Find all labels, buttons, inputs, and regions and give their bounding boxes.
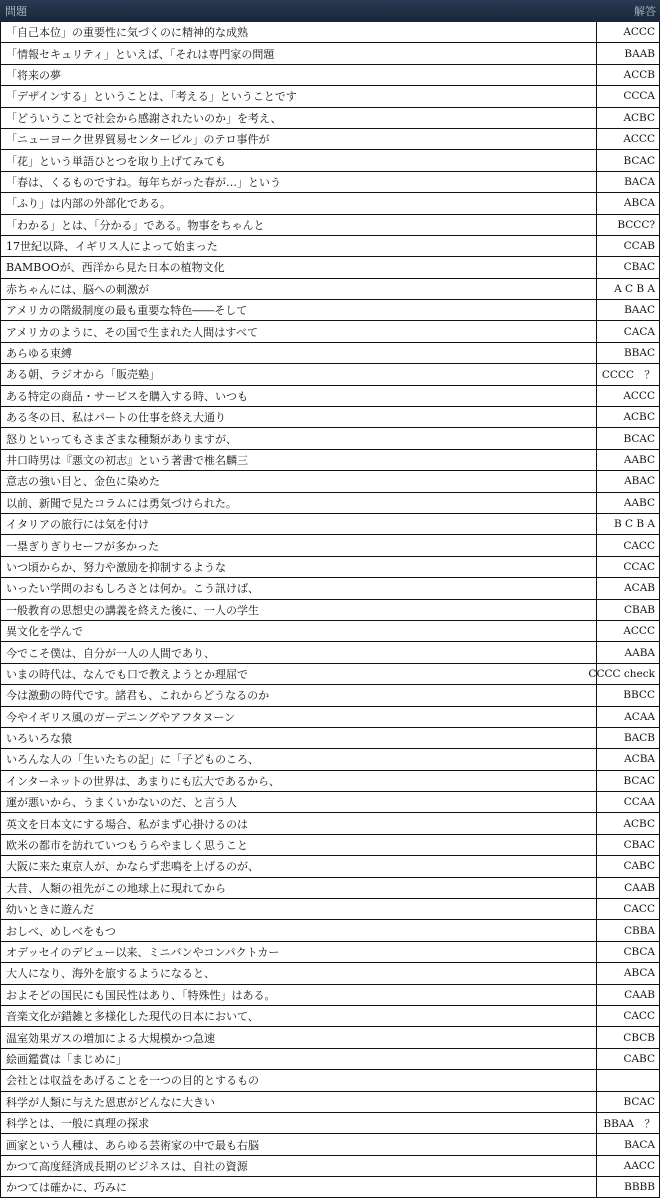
answer-cell: ABCA <box>623 967 655 980</box>
question-cell: 17世紀以降、イギリス人によって始まった <box>1 236 597 256</box>
answer-cell: B C B A <box>613 518 655 531</box>
question-cell: 「ニューヨーク世界貿易センタービル」のテロ事件が <box>1 129 597 149</box>
table-row <box>0 813 660 834</box>
table-row <box>0 193 660 214</box>
question-cell: 「花」という単語ひとつを取り上げてみても <box>1 150 597 170</box>
table-row <box>0 771 660 792</box>
table-row <box>0 664 660 685</box>
table-row <box>0 1134 660 1155</box>
table-row <box>0 600 660 621</box>
question-cell: いろんな人の「生いたちの記」に「子どものころ、 <box>1 749 597 769</box>
answer-cell: CABC <box>623 860 655 873</box>
question-cell: 「わかる」とは、「分かる」である。物事をちゃんと <box>1 215 597 235</box>
answer-cell: AACC <box>623 1159 655 1172</box>
table-row <box>0 792 660 813</box>
question-cell: 英文を日本文にする場合、私がまず心掛けるのは <box>1 813 597 833</box>
answer-cell: CCAB <box>623 240 655 253</box>
question-cell: 「将来の夢 <box>1 65 597 85</box>
question-cell: いろいろな猿 <box>1 728 597 748</box>
answer-cell: CABC <box>623 1052 655 1065</box>
table-row <box>0 899 660 920</box>
answer-cell: ACBC <box>623 411 655 424</box>
table-row <box>0 920 660 941</box>
table-row <box>0 621 660 642</box>
question-cell: 運が悪いから、うまくいかないのだ、と言う人 <box>1 792 597 812</box>
question-cell: 「ふり」は内部の外部化である。 <box>1 193 597 213</box>
answer-cell: BBBB <box>624 1181 655 1194</box>
table-row <box>0 1092 660 1113</box>
table-row <box>0 386 660 407</box>
table-row <box>0 279 660 300</box>
answer-cell: CACC <box>623 903 655 916</box>
table-row <box>0 493 660 514</box>
table-row <box>0 236 660 257</box>
question-cell: 会社とは収益をあげることを一つの目的とするもの <box>1 1070 597 1090</box>
answer-cell: BCAC <box>623 774 655 787</box>
question-cell: あらゆる束縛 <box>1 343 597 363</box>
table-row <box>0 428 660 449</box>
table-row <box>0 1156 660 1177</box>
table-row <box>0 514 660 535</box>
question-cell: オデッセイのデビュー以来、ミニバンやコンパクトカー <box>1 942 597 962</box>
table-row <box>0 172 660 193</box>
answer-cell: BBAA ？ <box>603 1117 655 1130</box>
question-cell: 怒りといってもさまざまな種類がありますが、 <box>1 428 597 448</box>
question-cell: ある特定の商品・サービスを購入する時、いつも <box>1 386 597 406</box>
question-cell: いつ頃からか、努力や激励を抑制するような <box>1 557 597 577</box>
answer-cell: AABC <box>623 496 655 509</box>
answer-cell: BCAC <box>623 1095 655 1108</box>
answer-cell: A C B A <box>614 282 655 295</box>
question-cell: アメリカの階級制度の最も重要な特色――そして <box>1 300 597 320</box>
answer-cell: BACB <box>623 732 655 745</box>
table-row <box>0 749 660 770</box>
question-cell: 音楽文化が錯雑と多様化した現代の日本において、 <box>1 1006 597 1026</box>
question-cell: 意志の強い目と、金色に染めた <box>1 471 597 491</box>
question-cell: 「自己本位」の重要性に気づくのに精神的な成熟 <box>1 22 597 42</box>
table-row <box>0 300 660 321</box>
question-cell: ある冬の日、私はパートの仕事を終え大通り <box>1 407 597 427</box>
table-row <box>0 1006 660 1027</box>
question-cell: 科学とは、一般に真理の探求 <box>1 1113 597 1133</box>
table-row <box>0 108 660 129</box>
table-row <box>0 343 660 364</box>
question-cell: およそどの国民にも国民性はあり、「特殊性」はある。 <box>1 985 597 1005</box>
table-row <box>0 685 660 706</box>
table-row <box>0 963 660 984</box>
question-cell: 大昔、人類の祖先がこの地球上に現れてから <box>1 878 597 898</box>
table-row <box>0 535 660 556</box>
answer-cell: ACBA <box>624 753 655 766</box>
table-row <box>0 878 660 899</box>
table-row <box>0 257 660 278</box>
table-row <box>0 1177 660 1198</box>
answer-cell: CBBA <box>623 924 655 937</box>
question-cell: 異文化を学んで <box>1 621 597 641</box>
table-row <box>0 985 660 1006</box>
answer-cell <box>597 1070 659 1090</box>
table-row <box>0 728 660 749</box>
answer-cell: CBCB <box>623 1031 655 1044</box>
question-cell: 画家という人種は、あらゆる芸術家の中で最も右脳 <box>1 1134 597 1154</box>
question-cell: 温室効果ガスの増加による大規模かつ急速 <box>1 1027 597 1047</box>
answer-cell: CBCA <box>623 945 655 958</box>
table-row <box>0 43 660 64</box>
answer-table <box>0 22 660 1200</box>
answer-cell: ACAA <box>624 710 655 723</box>
answer-cell: CBAC <box>623 261 655 274</box>
question-cell: 今やイギリス風のガーデニングやアフタヌーン <box>1 707 597 727</box>
answer-cell: CACC <box>623 1010 655 1023</box>
table-row <box>0 65 660 86</box>
answer-cell: BACA <box>624 175 655 188</box>
question-cell: ある朝、ラジオから「販売塾」 <box>1 364 597 384</box>
answer-cell: CCAC <box>623 560 655 573</box>
table-row <box>0 364 660 385</box>
answer-cell: ACCC <box>623 133 655 146</box>
answer-cell: BCAC <box>623 432 655 445</box>
answer-cell: ACCC <box>623 389 655 402</box>
answer-cell: ABAC <box>624 475 655 488</box>
answer-cell: CAAB <box>624 881 655 894</box>
answer-cell: ACCC <box>623 625 655 638</box>
question-cell: BAMBOOが、西洋から見た日本の植物文化 <box>1 257 597 277</box>
table-row <box>0 835 660 856</box>
table-row <box>0 129 660 150</box>
answer-cell: BAAC <box>624 304 655 317</box>
answer-cell: BBCC <box>623 689 655 702</box>
table-row <box>0 215 660 236</box>
question-column-header: 問題 <box>5 5 27 18</box>
answer-cell: CAAB <box>624 988 655 1001</box>
table-row <box>0 86 660 107</box>
answer-cell: CCCC ？ <box>601 368 655 381</box>
answer-cell: BCCC? <box>617 218 655 231</box>
table-row <box>0 321 660 342</box>
answer-cell: CCCA <box>623 90 655 103</box>
answer-cell: AABC <box>623 454 655 466</box>
question-cell: 「春は、くるものですね。毎年ちがった春が…」という <box>1 172 597 192</box>
question-cell: インターネットの世界は、あまりにも広大であるから、 <box>1 771 597 791</box>
answer-cell: CBAC <box>623 839 655 852</box>
answer-cell: ACAB <box>624 582 655 595</box>
question-cell: 「どういうことで社会から感謝されたいのか」を考え、 <box>1 108 597 128</box>
question-cell: 大人になり、海外を旅するようになると、 <box>1 963 597 983</box>
table-row <box>0 150 660 171</box>
question-cell: 今でこそ僕は、自分が一人の人間であり、 <box>1 642 597 662</box>
question-cell: アメリカのように、その国で生まれた人間はすべて <box>1 321 597 341</box>
answer-cell: CCAA <box>623 796 655 809</box>
table-row <box>0 1113 660 1134</box>
question-cell: イタリアの旅行には気を付け <box>1 514 597 534</box>
answer-cell: CACC <box>623 539 655 552</box>
table-row <box>0 1070 660 1091</box>
answer-cell: ACCB <box>623 68 655 81</box>
question-cell: 大阪に来た東京人が、かならず悲鳴を上げるのが、 <box>1 856 597 876</box>
answer-cell: CACA <box>623 325 655 338</box>
question-cell: 「情報セキュリティ」といえば、「それは専門家の問題 <box>1 43 597 63</box>
answer-cell: CBAB <box>623 603 655 616</box>
answer-cell: BACA <box>624 1138 655 1151</box>
answer-cell: ACCC <box>623 26 655 39</box>
table-row <box>0 1027 660 1048</box>
table-row <box>0 557 660 578</box>
answer-cell: BAAB <box>624 47 655 60</box>
answer-cell: ACBC <box>623 817 655 830</box>
question-cell: 絵画鑑賞は「まじめに」 <box>1 1049 597 1069</box>
answer-cell: CCCC check <box>588 667 655 680</box>
question-cell: 井口時男は『悪文の初志』という著書で椎名麟三 <box>1 450 597 470</box>
table-row <box>0 450 660 471</box>
question-cell: おしべ、めしべをもつ <box>1 920 597 940</box>
answer-cell: BBAC <box>623 347 655 360</box>
table-header <box>0 0 660 22</box>
question-cell: 科学が人類に与えた恩恵がどんなに大きい <box>1 1092 597 1112</box>
question-cell: いまの時代は、なんでも口で教えようとか理屈で <box>1 664 597 684</box>
question-cell: 一般教育の思想史の講義を終えた後に、一人の学生 <box>1 600 597 620</box>
question-cell: 赤ちゃんには、脳への刺激が <box>1 279 597 299</box>
table-row <box>0 707 660 728</box>
table-row <box>0 22 660 43</box>
question-cell: 「デザインする」ということは、「考える」ということです <box>1 86 597 106</box>
question-cell: かつて高度経済成長期のビジネスは、自社の資源 <box>1 1156 597 1176</box>
answer-cell: ABCA <box>623 197 655 210</box>
table-row <box>0 856 660 877</box>
question-cell: 欧米の都市を訪れていつもうらやましく思うこと <box>1 835 597 855</box>
table-row <box>0 1049 660 1070</box>
table-row <box>0 942 660 963</box>
table-row <box>0 642 660 663</box>
question-cell: 一塁ぎりぎりセーフが多かった <box>1 535 597 555</box>
question-cell: 幼いときに遊んだ <box>1 899 597 919</box>
question-cell: 今は激動の時代です。諸君も、これからどうなるのか <box>1 685 597 705</box>
answer-cell: ACBC <box>623 111 655 124</box>
answer-cell: BCAC <box>623 154 655 167</box>
table-row <box>0 578 660 599</box>
table-row <box>0 471 660 492</box>
answer-column-header: 解答 <box>634 5 656 18</box>
table-row <box>0 407 660 428</box>
question-cell: 以前、新聞で見たコラムには勇気づけられた。 <box>1 493 597 513</box>
question-cell: いったい学問のおもしろさとは何か。こう訊けば、 <box>1 578 597 598</box>
answer-cell: AABA <box>624 646 655 659</box>
question-cell: かつては確かに、巧みに <box>1 1177 597 1197</box>
